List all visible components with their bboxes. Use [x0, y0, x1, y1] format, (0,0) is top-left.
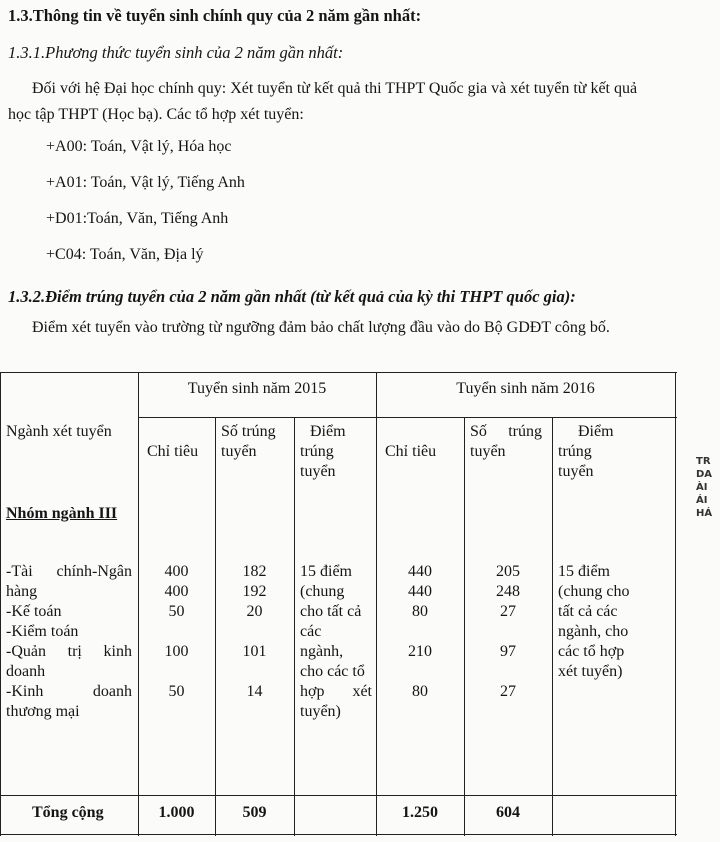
- edge-mark: TR: [696, 456, 711, 467]
- list-item: hàng: [6, 583, 38, 600]
- combo-a00: +A00: Toán, Vật lý, Hóa học: [46, 138, 232, 155]
- major-list: [6, 562, 132, 722]
- total-label: Tổng cộng: [32, 804, 104, 821]
- heading-1-3: 1.3.Thông tin về tuyển sinh chính quy của 2 năm gần nhất:: [8, 6, 422, 25]
- edge-mark: HÁ: [696, 508, 713, 519]
- subheader-quota-2015: Chỉ tiêu: [147, 443, 199, 460]
- admitted-2016-column: 205 248 27 97 27: [496, 563, 520, 700]
- table-col-divider: [294, 417, 295, 836]
- list-item: doanh: [6, 663, 46, 680]
- subheader-score-2015: Điểm trúng tuyển: [300, 423, 346, 480]
- total-quota-2015: 1.000: [158, 804, 195, 821]
- list-item: -Kế toán: [6, 603, 62, 620]
- quota-2015-column: 400 400 50 100 50: [164, 563, 189, 700]
- total-admitted-2015: 509: [242, 804, 267, 821]
- edge-mark: ÁI: [696, 495, 708, 506]
- admission-table: [0, 372, 677, 836]
- header-2015: Tuyển sinh năm 2015: [187, 380, 327, 397]
- list-item: -Tài chính-Ngân: [6, 563, 132, 580]
- combo-d01: +D01:Toán, Văn, Tiếng Anh: [46, 210, 229, 227]
- subheader-score-2016: Điểm trúng tuyển: [558, 423, 614, 480]
- subheader-admitted-2015: Số trúng tuyển: [221, 423, 276, 460]
- quota-2016-column: 440 440 80 210 80: [408, 563, 432, 700]
- group-label: Nhóm ngành III: [6, 505, 118, 522]
- heading-1-3-2: 1.3.2.Điểm trúng tuyển của 2 năm gần nhất (từ kết quả của kỳ thi THPT quốc gia):: [8, 287, 576, 306]
- score-2016-note: 15 điểm (chung cho tất cả các ngành, cho các tổ hợp xét tuyển): [558, 563, 630, 680]
- list-item: -Quản trị kinh: [6, 643, 132, 660]
- heading-1-3-1: 1.3.1.Phương thức tuyển sinh của 2 năm gần nhất:: [8, 43, 344, 62]
- method-paragraph: Đối với hệ Đại học chính quy: Xét tuyển từ kết quả thi THPT Quốc gia và xét tuyển từ kết quả học tập THPT (Học bạ). Các tổ hợp xét tuyển:: [8, 80, 638, 123]
- admitted-2015-column: 182 192 20 101 14: [242, 563, 267, 700]
- score-2015-note: 15 điểm (chung cho tất cả các ngành, cho các tổ hợp xét tuyển): [300, 563, 372, 720]
- table-border-top: [0, 372, 677, 373]
- edge-mark: DA: [696, 469, 713, 480]
- table-year-divider: [138, 417, 677, 418]
- list-item: -Kinh doanh: [6, 683, 132, 700]
- subheader-admitted-2016: Số trúng tuyển: [470, 423, 542, 460]
- total-admitted-2016: 604: [496, 804, 520, 821]
- table-border-right: [675, 372, 676, 836]
- list-item: thương mại: [6, 703, 80, 720]
- score-paragraph: Điểm xét tuyển vào trường từ ngưỡng đảm bảo chất lượng đầu vào do Bộ GDĐT công bố.: [32, 319, 610, 336]
- table-border-left: [0, 372, 1, 836]
- subheader-quota-2016: Chỉ tiêu: [385, 443, 437, 460]
- edge-mark: ÀI: [696, 482, 708, 493]
- combo-c04: +C04: Toán, Văn, Địa lý: [46, 246, 204, 263]
- total-quota-2016: 1.250: [402, 804, 438, 821]
- table-col-divider: [552, 417, 553, 836]
- header-2016: Tuyển sinh năm 2016: [456, 380, 595, 397]
- table-border-bottom: [0, 834, 677, 835]
- list-item: -Kiểm toán: [6, 623, 79, 640]
- table-total-divider: [0, 795, 677, 796]
- header-major: Ngành xét tuyển: [6, 423, 112, 440]
- combo-a01: +A01: Toán, Vật lý, Tiếng Anh: [46, 174, 245, 191]
